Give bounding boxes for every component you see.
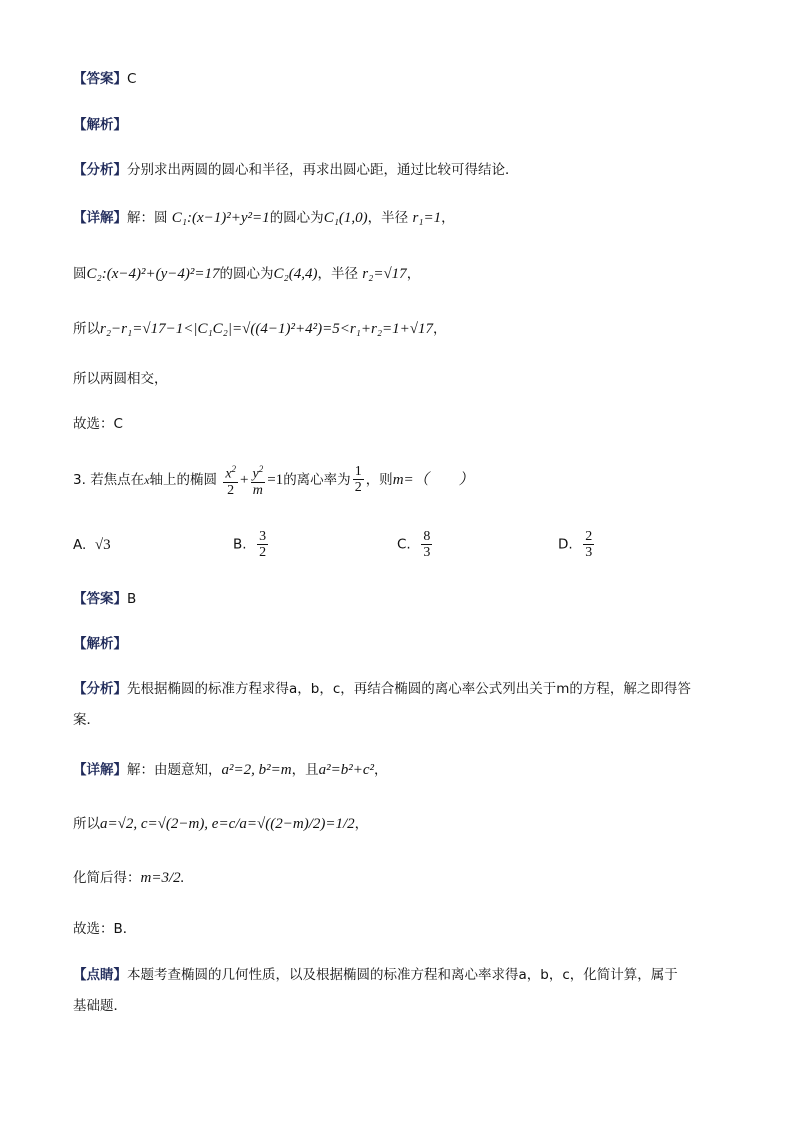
stem-mid: 轴上的椭圆 xyxy=(149,471,218,488)
detail-line-q2-compare: 所以r₂−r₁=√17−1<|C₁C₂|=√((4−1)²+4²)=5<r₁+r₂=1+√17， xyxy=(73,321,447,337)
fenxi-line-q3 xyxy=(73,677,691,697)
stem-fraction-x: $\frac{x^2}{2}$ xyxy=(225,464,237,498)
intersect-text: 所以两圆相交， xyxy=(73,371,168,387)
option-d-key: D. xyxy=(558,536,573,553)
analysis-heading-q2 xyxy=(73,113,127,133)
analysis-label: 【解析】 xyxy=(73,117,127,133)
option-c-value: $\frac{8}{3}$ xyxy=(423,529,431,560)
question-3-stem: 3. 若焦点在x轴上的椭圆 $\frac{x^2}{2}$ + $\frac{y^2}{m}$ =1的离心率为 $\frac{1}{2}$ ，则m=（ ） xyxy=(73,464,474,498)
fenxi-text: 分别求出两圆的圆心和半径，再求出圆心距，通过比较可得结论． xyxy=(127,162,519,178)
detail-equation-2: a²=b²+c² xyxy=(318,762,374,778)
c2-equation: C₂:(x−4)²+(y−4)²=17 xyxy=(86,266,220,282)
dianjing-text-2: 基础题． xyxy=(73,998,127,1014)
option-a-value: √3 xyxy=(94,537,111,553)
c1-center: C₁(1,0) xyxy=(323,210,368,226)
distance-formula: r₂−r₁=√17−1<|C₁C₂|=√((4−1)²+4²)=5<r₁+r₂=1+√17 xyxy=(100,321,434,337)
fenxi-text-2: 案． xyxy=(73,712,100,728)
option-a-key: A. xyxy=(73,537,87,553)
c2-center-text: 的圆心为 xyxy=(219,266,274,282)
answer-value: B xyxy=(127,591,137,607)
c2-prefix: 圆 xyxy=(73,266,87,282)
choice-text: 故选：B． xyxy=(73,921,137,937)
option-b-value: $\frac{3}{2}$ xyxy=(259,529,267,560)
option-c-key: C. xyxy=(397,536,411,553)
c2-radius: r₂=√17 xyxy=(362,266,407,282)
fenxi-text-1: 先根据椭圆的标准方程求得a，b，c，再结合椭圆的离心率公式列出关于m的方程，解之即得答 xyxy=(127,681,691,697)
simplify-line xyxy=(73,866,184,887)
fenxi-line-q3-cont xyxy=(73,708,100,728)
intersect-line xyxy=(73,367,168,387)
xiangjie-label: 【详解】 xyxy=(73,762,127,778)
ecc-fraction: $\frac{1}{2}$ xyxy=(354,464,362,496)
dianjing-line xyxy=(73,963,678,983)
choice-text: 故选：C xyxy=(73,416,123,432)
detail-prefix: 解：由题意知， xyxy=(127,762,222,778)
ecc-formula: a=√2, c=√(2−m), e=c/a=√((2−m)/2)=1/2 xyxy=(100,816,355,832)
so-prefix: 所以 xyxy=(73,321,100,337)
detail-line-q3-ecc: 所以a=√2, c=√(2−m), e=c/a=√((2−m)/2)=1/2， xyxy=(73,816,369,832)
stem-fraction-y: $\frac{y^2}{m}$ xyxy=(252,464,264,498)
stem-prefix: 若焦点在 xyxy=(90,471,145,488)
option-b-key: B. xyxy=(233,536,247,553)
detail-prefix: 解：圆 xyxy=(127,210,168,226)
answer-line-q3 xyxy=(73,587,136,607)
question-number: 3. xyxy=(73,471,86,488)
dianjing-line-cont xyxy=(73,994,127,1014)
dianjing-label: 【点睛】 xyxy=(73,967,127,983)
choice-line-q2 xyxy=(73,412,123,432)
detail-and: ，且 xyxy=(291,762,319,778)
simplify-result: m=3/2. xyxy=(140,870,185,886)
detail-line-q2-c2: 圆C₂:(x−4)²+(y−4)²=17的圆心为C₂(4,4)，半径 r₂=√17， xyxy=(73,266,421,282)
c1-equation: C₁:(x−1)²+y²=1 xyxy=(171,210,270,226)
analysis-label: 【解析】 xyxy=(73,636,127,652)
choice-line-q3 xyxy=(73,917,136,937)
stem-suffix2: ，则 xyxy=(365,471,393,488)
option-c xyxy=(397,529,434,560)
detail-equation: a²=2, b²=m xyxy=(221,762,292,778)
fenxi-line-q2 xyxy=(73,158,519,178)
c1-center-text: 的圆心为 xyxy=(269,210,324,226)
detail-line-q3: 【详解】解：由题意知，a²=2, b²=m，且a²=b²+c²， xyxy=(73,762,388,778)
simplify-prefix: 化简后得： xyxy=(73,870,141,886)
xiangjie-label: 【详解】 xyxy=(73,210,127,226)
option-b xyxy=(233,529,270,560)
c1-radius: r₁=1 xyxy=(412,210,442,226)
m-equation: m=（ ） xyxy=(392,471,474,488)
answer-label: 【答案】 xyxy=(73,71,127,87)
analysis-heading-q3 xyxy=(73,632,127,652)
fenxi-label: 【分析】 xyxy=(73,681,127,697)
detail-line-q2-c1: 【详解】解：圆 C₁:(x−1)²+y²=1的圆心为C₁(1,0)，半径 r₁=1， xyxy=(73,210,455,226)
option-a xyxy=(73,537,111,554)
dianjing-text-1: 本题考查椭圆的几何性质，以及根据椭圆的标准方程和离心率求得a，b，c，化简计算，属于 xyxy=(127,967,678,983)
answer-label: 【答案】 xyxy=(73,591,127,607)
answer-line-q2 xyxy=(73,67,136,87)
fenxi-label: 【分析】 xyxy=(73,162,127,178)
axis-var: x xyxy=(144,472,150,487)
answer-value: C xyxy=(127,71,137,87)
c2-center: C₂(4,4) xyxy=(273,266,318,282)
stem-suffix1: 的离心率为 xyxy=(283,471,351,488)
option-d xyxy=(558,529,596,560)
c2-radius-text: ，半径 xyxy=(317,266,358,282)
so-prefix: 所以 xyxy=(73,816,100,832)
option-d-value: $\frac{2}{3}$ xyxy=(585,529,593,560)
c1-radius-text: ，半径 xyxy=(367,210,409,226)
